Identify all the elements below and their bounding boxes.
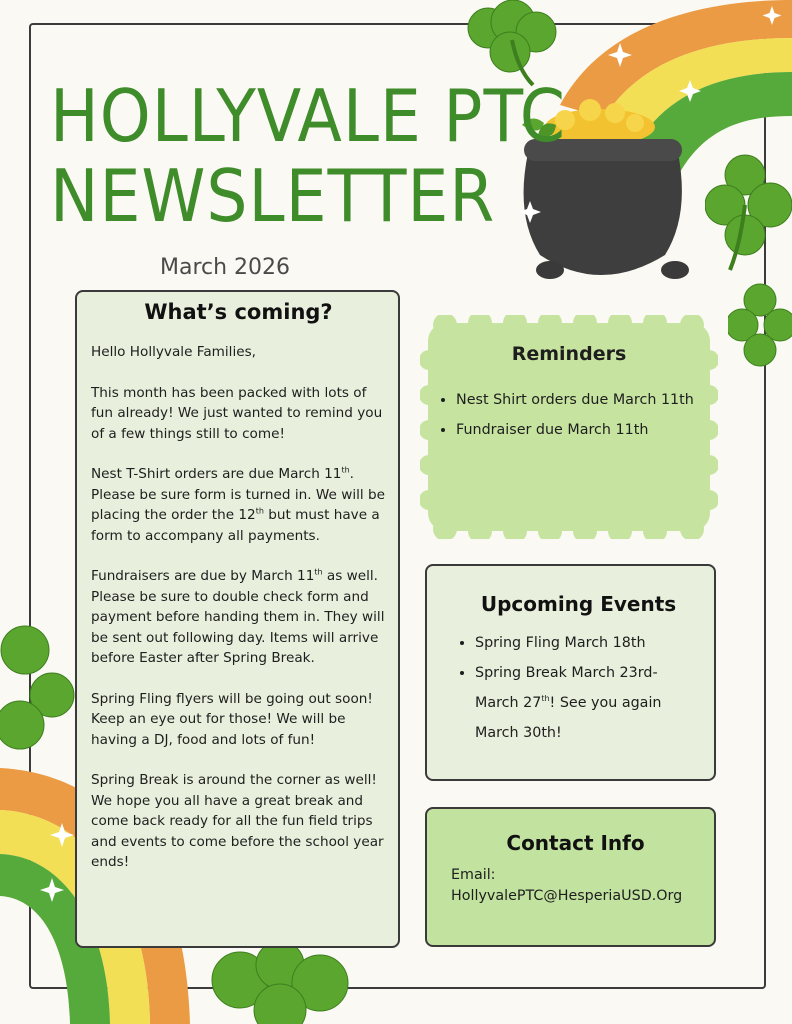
contact-info-heading: Contact Info (506, 831, 645, 855)
email-label: Email: (451, 867, 496, 883)
contact-info-box (425, 807, 716, 947)
clover-icon (0, 615, 80, 760)
greeting-text: Hello Hollyvale Families, (91, 344, 256, 360)
reminder-item: • Fundraiser due March 11th (456, 415, 700, 445)
fundraiser-paragraph: Fundraisers are due by March 11th as well. Please be sure to double check form and payment before handing them in. They will be sent out following day. Items will arrive before Easter after Spring Break. (91, 567, 385, 666)
reminder-item: • Nest Shirt orders due March 11th (456, 385, 700, 415)
event-item: • Spring Break March 23rd- March 27th! See you again March 30th! (475, 658, 700, 748)
clover-icon (705, 150, 792, 275)
newsletter-date: March 2026 (160, 255, 291, 280)
reminders-heading: Reminders (511, 343, 627, 365)
events-list (457, 628, 700, 748)
title-line-1: HOLLYVALE PTC (50, 74, 567, 158)
spring-break-paragraph: Spring Break is around the corner as well! We hope you all have a great break and come back ready for all the fun field trips and events to come before the school year ends! (91, 772, 384, 870)
reminders-box (420, 315, 718, 539)
upcoming-events-box (425, 564, 716, 781)
title-line-2: NEWSLETTER (50, 154, 496, 238)
email-address[interactable]: HollyvalePTC@HesperiaUSD.Org (451, 888, 683, 904)
event-item: • Spring Fling March 18th (475, 628, 700, 658)
whats-coming-heading: What’s coming? (144, 300, 333, 324)
upcoming-events-heading: Upcoming Events (480, 592, 677, 616)
newsletter-title (50, 76, 566, 236)
intro-text: This month has been packed with lots of fun already! We just wanted to remind you of a few things still to come! (91, 384, 383, 442)
reminders-list (438, 385, 700, 445)
clover-icon (205, 945, 355, 1024)
whats-coming-box (75, 290, 400, 948)
clover-icon (728, 280, 792, 375)
tshirt-paragraph: Nest T-Shirt orders are due March 11th. Please be sure form is turned in. We will be placing the order the 12th but must have a form to accompany all payments. (91, 465, 385, 544)
spring-fling-paragraph: Spring Fling flyers will be going out soon! Keep an eye out for those! We will be having a DJ, food and lots of fun! (91, 690, 373, 748)
